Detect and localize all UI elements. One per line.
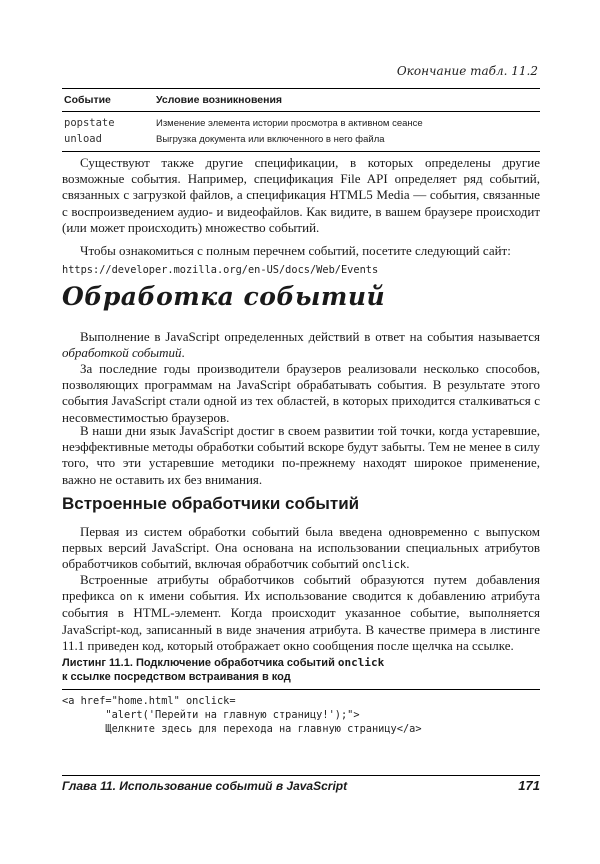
table-row	[62, 131, 540, 147]
inline-code-onclick: onclick	[362, 559, 407, 572]
code-line: "alert('Перейти на главную страницу!');">	[62, 709, 360, 721]
table-row	[62, 115, 540, 131]
code-line: Щелкните здесь для перехода на главную страницу</a>	[62, 723, 422, 735]
table-cell-event: popstate	[64, 117, 115, 129]
intro-term: обработкой событий	[62, 345, 182, 361]
listing-caption-text: Листинг 11.1. Подключение обработчика событий	[62, 657, 338, 669]
listing-code	[62, 694, 422, 736]
table-bottom-rule	[62, 151, 540, 152]
footer-rule	[62, 775, 540, 776]
table-header-condition: Условие возникновения	[156, 94, 283, 106]
listing-caption	[62, 656, 540, 684]
table-header-row	[62, 89, 540, 111]
table-cell-condition: Выгрузка документа или включенного в него файла	[156, 133, 385, 145]
first-system-end: .	[406, 556, 410, 572]
listing-rule	[62, 689, 540, 690]
table-cell-condition: Изменение элемента истории просмотра в активном сеансе	[156, 117, 423, 129]
first-system-text: Первая из систем обработки событий была введена одновременно с выпуском первых версий JavaScript. Она основана на использовании специальных атрибутов обработчиков событий, включая обработчик событий	[62, 524, 540, 572]
listing-caption-code: onclick	[337, 656, 385, 669]
inline-attributes-rest: к имени события. Их использование сводится к добавлению атрибута события в HTML-элемент. Когда происходит указанное событие, выполняется JavaScript-код, записанный в виде значения атрибута. В качестве примера в листинге 11.1 приведен код, который отображает окно сообщения после щелчка на ссылке.	[62, 588, 540, 653]
paragraph-inline-attributes	[62, 572, 540, 654]
section-heading: Обработка событий	[62, 282, 386, 311]
paragraph-intro	[62, 329, 540, 361]
events-reference-url[interactable]: https://developer.mozilla.org/en-US/docs/Web/Events	[62, 264, 379, 276]
footer-chapter-title: Глава 11. Использование событий в JavaScript	[62, 779, 348, 793]
events-table	[62, 88, 540, 152]
table-body	[62, 112, 540, 151]
listing-caption-line1	[62, 656, 540, 670]
footer-page-number: 171	[518, 778, 540, 793]
paragraph-first-system	[62, 524, 540, 574]
intro-text: Выполнение в JavaScript определенных действий в ответ на события называется	[80, 329, 540, 344]
inline-code-on: on	[119, 591, 133, 604]
listing-caption-line2: к ссылке посредством встраивания в код	[62, 671, 291, 683]
subsection-heading: Встроенные обработчики событий	[62, 494, 360, 513]
intro-end: .	[181, 345, 185, 361]
paragraph-history: За последние годы производители браузеров реализовали несколько способов, позволяющих программам на JavaScript обрабатывать события. В результате этого события JavaScript стали одной из тех областей, в которых приходится сталкиваться с несовместимостью браузеров.	[62, 361, 540, 425]
code-line: <a href="home.html" onclick=	[62, 695, 236, 707]
inline-attributes-text: Встроенные атрибуты обработчиков событий образуются путем добавления префикса	[62, 572, 540, 604]
paragraph-other-specs: Существуют также другие спецификации, в которых определены другие возможные события. Например, спецификация File API определяет ряд событий, связанных с загрузкой файлов, а спецификация HTML5 Media — события, связанные с воспроизведением аудио- и видеофайлов. Как видите, в вашем браузере происходит (или может происходить) множество событий.	[62, 155, 540, 235]
table-continuation-caption: Окончание табл. 11.2	[396, 64, 538, 78]
paragraph-full-list: Чтобы ознакомиться с полным перечнем событий, посетите следующий сайт:	[80, 243, 511, 258]
paragraph-nowadays: В наши дни язык JavaScript достиг в своем развитии той точки, когда устаревшие, неэффективные методы обработки событий вскоре будут забыты. Тем не менее в силу того, что эти устаревшие методики по-прежнему находят широкое применение, важно не оставить их без внимания.	[62, 423, 540, 487]
table-cell-event: unload	[64, 133, 102, 145]
table-header-event: Событие	[64, 94, 111, 106]
